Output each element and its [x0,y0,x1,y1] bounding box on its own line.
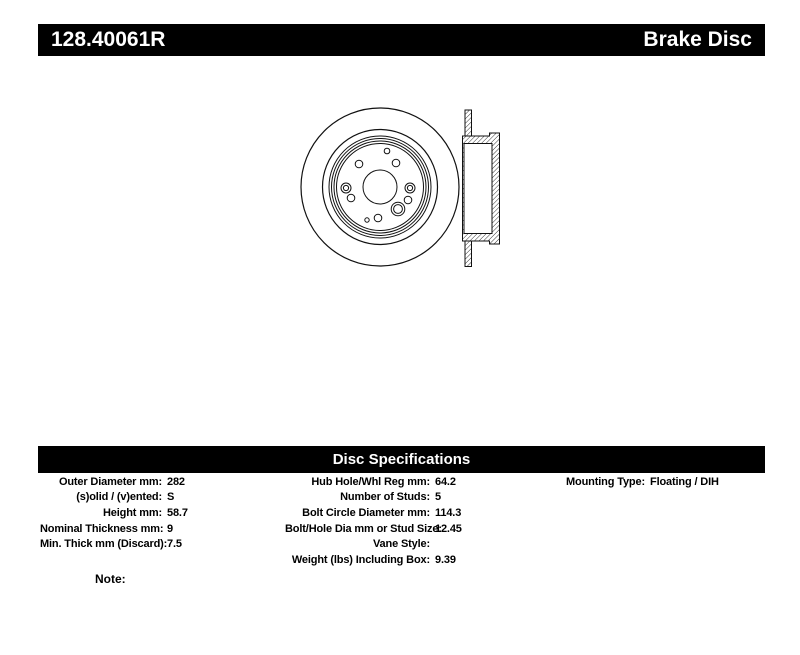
spec-value: 9.39 [435,554,456,567]
spec-value: 7.5 [167,538,182,551]
spec-row [285,537,462,553]
spec-row [40,474,188,490]
disc-circle [337,144,424,231]
part-number: 128.40061R [51,28,166,51]
spec-label: Mounting Type: [566,475,645,488]
spec-column-middle [285,474,462,568]
stud-hole [347,194,355,202]
spec-value: 5 [435,491,441,504]
spec-column-right [558,474,719,490]
countersunk-hole-inner [343,185,348,190]
spec-label: Hub Hole/Whl Reg mm: [311,475,430,488]
spec-label: Number of Studs: [340,491,430,504]
spec-row [40,521,188,537]
stud-hole [392,159,400,167]
countersunk-hole-outer [341,183,351,193]
product-type-title: Brake Disc [643,28,752,51]
disc-circle [329,136,431,238]
spec-row [40,505,188,521]
spec-value: 282 [167,475,185,488]
stud-hole [355,160,363,168]
stud-hole [404,196,412,204]
spec-value: S [167,491,175,504]
spec-column-left [40,474,188,552]
technical-drawing [280,95,520,285]
spec-row [558,474,719,490]
spec-label: (s)olid / (v)ented: [76,491,162,504]
stud-hole [374,214,382,222]
disc-circle [323,130,438,245]
countersunk-hole-outer [405,183,415,193]
spec-row [285,490,462,506]
brake-disc-front-view [301,108,459,266]
spec-row [40,490,188,506]
spec-row [40,537,188,553]
note-label: Note: [95,572,126,586]
spec-section-title: Disc Specifications [332,451,471,468]
spec-row [285,552,462,568]
spec-row [285,521,462,537]
spec-label: Min. Thick mm (Discard): [40,538,168,551]
spec-value: 64.2 [435,475,456,488]
spec-label: Bolt Circle Diameter mm: [302,507,430,520]
spec-value: 12.45 [435,522,462,535]
disc-circle [363,170,397,204]
spec-label: Outer Diameter mm: [58,475,162,488]
spec-value: 58.7 [167,507,188,520]
spec-row [285,505,462,521]
small-hole [365,218,369,222]
spec-label: Weight (lbs) Including Box: [291,554,430,567]
spec-section-header [38,446,765,473]
header-bar [38,24,765,56]
cross-section-profile [463,110,500,267]
spec-label: Nominal Thickness mm: [40,522,164,535]
spec-value: 114.3 [435,507,462,520]
spec-value: 9 [167,522,173,535]
spec-label: Vane Style: [372,538,430,551]
small-hole [384,148,390,154]
disc-circle [301,108,459,266]
countersunk-hole-inner [394,205,403,214]
spec-row [285,474,462,490]
spec-value: Floating / DIH [650,475,719,488]
spec-label: Height mm: [102,507,162,520]
brake-disc-cross-section [463,110,500,267]
countersunk-hole-inner [407,185,412,190]
spec-label: Bolt/Hole Dia mm or Stud Size: [285,522,442,535]
